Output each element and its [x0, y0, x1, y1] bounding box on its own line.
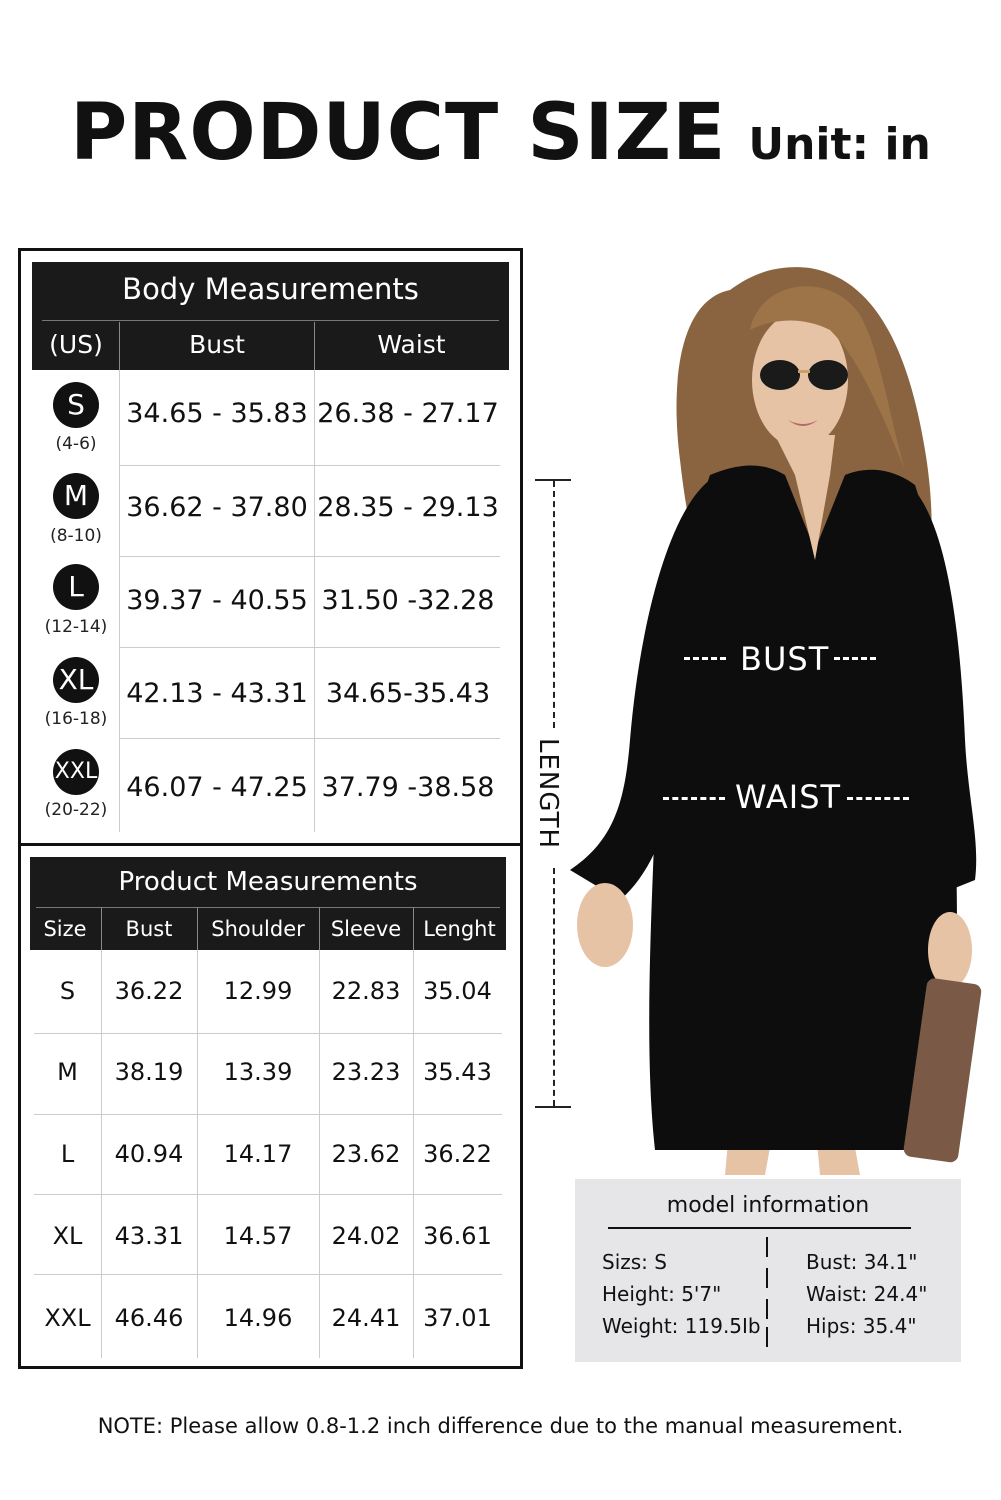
waist-dash-right: [847, 797, 909, 800]
grid-line: [120, 738, 500, 739]
waist-value: 37.79 -38.58: [321, 772, 495, 803]
size-badge: M: [53, 473, 99, 519]
model-hips: Hips: 35.4": [806, 1314, 917, 1338]
bust-value: 34.65 - 35.83: [126, 398, 308, 429]
size-cell: XXL: [44, 1304, 91, 1332]
bust-cell: 40.94: [114, 1140, 184, 1168]
page-title: PRODUCT SIZE: [70, 88, 727, 178]
waist-value: 28.35 - 29.13: [317, 492, 499, 523]
waist-label: WAIST: [735, 778, 842, 816]
model-height: Height: 5'7": [602, 1282, 722, 1306]
grid-line: [34, 1194, 502, 1195]
bust-dash-left: [684, 657, 726, 660]
col-us: (US): [49, 330, 103, 359]
waist-value: 31.50 -32.28: [321, 585, 495, 616]
sleeve-cell: 22.83: [331, 977, 401, 1005]
model-waist: Waist: 24.4": [806, 1282, 928, 1306]
col-size: Size: [43, 917, 87, 941]
grid-line: [120, 647, 500, 648]
size-cell: S: [59, 977, 76, 1005]
col-sleeve: Sleeve: [330, 917, 402, 941]
sleeve-cell: 24.02: [331, 1222, 401, 1250]
model-figure: [560, 260, 990, 1180]
grid-line: [120, 556, 500, 557]
col-length: Lenght: [423, 917, 496, 941]
length-cell: 35.04: [423, 977, 492, 1005]
header-rule: [42, 320, 499, 321]
grid-line: [34, 1274, 502, 1275]
model-bust: Bust: 34.1": [806, 1250, 918, 1274]
grid-line: [120, 465, 500, 466]
grid-line: [34, 1114, 502, 1115]
size-cell: M: [57, 1058, 78, 1086]
size-cell: XL: [52, 1222, 83, 1250]
body-measurements-header: [32, 262, 509, 370]
length-line-upper: [553, 481, 555, 728]
bust-cell: 43.31: [114, 1222, 184, 1250]
waist-value: 26.38 - 27.17: [317, 398, 499, 429]
col-shoulder: Shoulder: [211, 917, 305, 941]
bust-cell: 36.22: [114, 977, 184, 1005]
size-badge: L: [53, 564, 99, 610]
sleeve-cell: 23.62: [331, 1140, 401, 1168]
unit-label: Unit: in: [748, 119, 931, 170]
length-line-lower: [553, 868, 555, 1106]
bust-cell: 46.46: [114, 1304, 184, 1332]
bust-value: 36.62 - 37.80: [126, 492, 308, 523]
size-badge: XXL: [53, 749, 99, 795]
model-size: Sizs: S: [602, 1250, 667, 1274]
model-info-rule: [608, 1227, 911, 1229]
page-title-row: [0, 88, 1001, 178]
shoulder-cell: 14.17: [223, 1140, 293, 1168]
sleeve-cell: 24.41: [331, 1304, 401, 1332]
shoulder-cell: 14.57: [223, 1222, 293, 1250]
us-size: (4-6): [55, 434, 97, 454]
us-size: (16-18): [44, 709, 108, 729]
shoulder-cell: 13.39: [223, 1058, 293, 1086]
info-separator: [766, 1327, 768, 1347]
shoulder-cell: 12.99: [223, 977, 293, 1005]
model-info-title: model information: [666, 1193, 870, 1218]
bust-label: BUST: [740, 640, 830, 678]
model-weight: Weight: 119.5Ib: [602, 1314, 761, 1338]
product-measurements-header: [30, 857, 506, 950]
length-cell: 35.43: [423, 1058, 492, 1086]
us-size: (8-10): [50, 526, 102, 546]
body-measurements-title: Body Measurements: [122, 272, 419, 306]
waist-value: 34.65-35.43: [325, 678, 491, 709]
size-cell: L: [60, 1140, 75, 1168]
col-bust: Bust: [125, 917, 173, 941]
info-separator: [766, 1237, 768, 1257]
sleeve-cell: 23.23: [331, 1058, 401, 1086]
us-size: (12-14): [44, 617, 108, 637]
col-bust: Bust: [189, 330, 245, 359]
length-cell: 36.22: [423, 1140, 492, 1168]
model-illustration: [560, 260, 990, 1180]
waist-dash-left: [663, 797, 725, 800]
length-cell: 36.61: [423, 1222, 492, 1250]
measurement-note: NOTE: Please allow 0.8-1.2 inch difference due to the manual measurement.: [97, 1414, 904, 1438]
length-cell: 37.01: [423, 1304, 492, 1332]
grid-line: [34, 1033, 502, 1034]
tables-divider: [18, 843, 523, 846]
col-waist: Waist: [377, 330, 446, 359]
info-separator: [766, 1299, 768, 1319]
size-badge: XL: [53, 657, 99, 703]
shoulder-cell: 14.96: [223, 1304, 293, 1332]
header-rule: [36, 907, 500, 908]
length-label: LENGTH: [533, 738, 563, 850]
size-badge: S: [53, 382, 99, 428]
bust-cell: 38.19: [114, 1058, 184, 1086]
model-info-box: [575, 1179, 961, 1362]
bust-value: 42.13 - 43.31: [126, 678, 308, 709]
product-measurements-title: Product Measurements: [118, 867, 418, 897]
bust-value: 46.07 - 47.25: [126, 772, 308, 803]
us-size: (20-22): [44, 800, 108, 820]
info-separator: [766, 1268, 768, 1288]
bust-value: 39.37 - 40.55: [126, 585, 308, 616]
bust-dash-right: [834, 657, 876, 660]
